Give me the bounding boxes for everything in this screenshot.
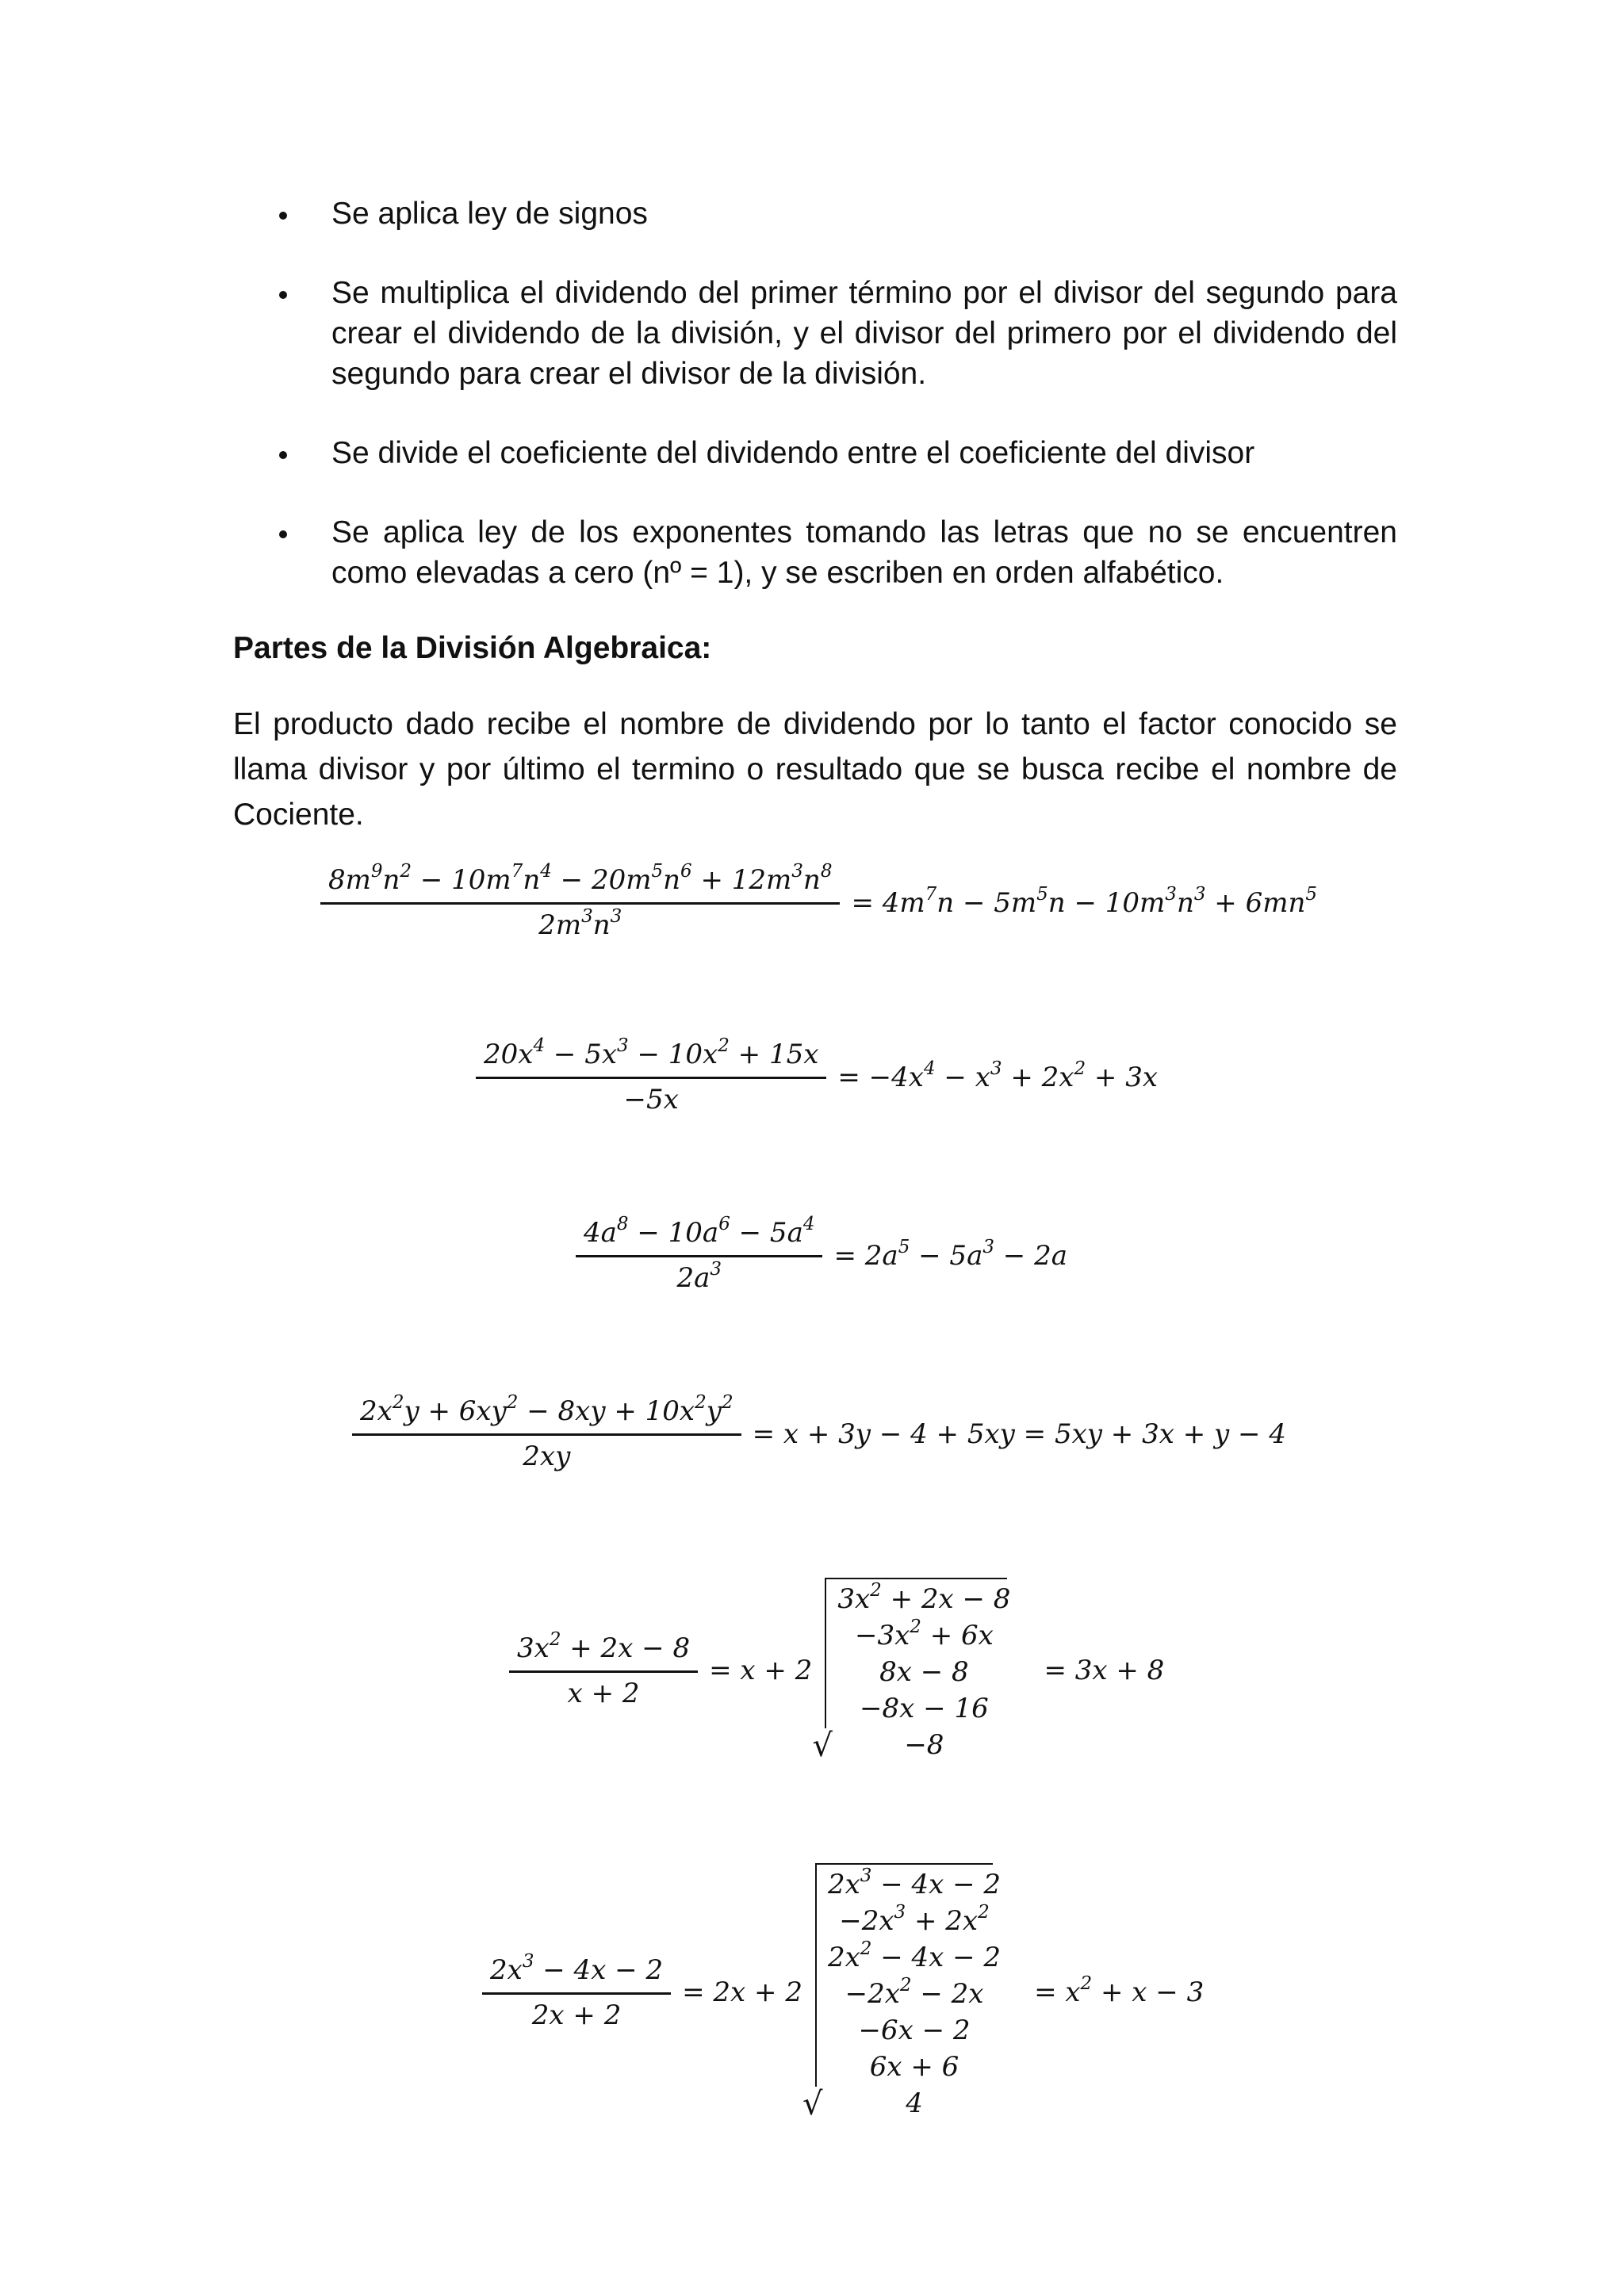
exponent: 5 — [898, 1236, 910, 1257]
divisor-equals: = x + 2 — [709, 1655, 813, 1686]
exponent: 4 — [923, 1058, 936, 1079]
numerator: $2x^2y + 6xy^2 - 8xy + 10x^2y^2$ — [360, 1392, 733, 1427]
long-division-box — [812, 1578, 1017, 1764]
division-step: −8 — [904, 1729, 944, 1761]
denominator: 2x + 2 — [531, 1999, 622, 2031]
exponent: 2 — [718, 1035, 730, 1056]
fraction — [576, 1214, 822, 1294]
division-step: −8x − 16 — [860, 1693, 989, 1724]
exponent: 9 — [370, 861, 383, 882]
exponent: 4 — [802, 1214, 815, 1234]
exponent: 2 — [1074, 1058, 1086, 1079]
list-item — [279, 273, 1397, 394]
exponent: 4 — [533, 1035, 546, 1056]
exponent: 2 — [978, 1902, 990, 1923]
exponent: 3 — [982, 1236, 994, 1257]
long-division-2 — [482, 1863, 1204, 2122]
numerator: $3x^2 + 2x - 8$ — [517, 1628, 691, 1664]
exponent: 5 — [1305, 883, 1317, 905]
division-step: $3x^2 + 2x - 8$ — [837, 1580, 1011, 1615]
numerator: $4a^8 - 10a^6 - 5a^4$ — [584, 1214, 815, 1249]
exponent: 7 — [925, 883, 937, 905]
denominator: 2xy — [523, 1441, 571, 1472]
exponent: 2 — [392, 1392, 404, 1413]
exponent: 3 — [894, 1902, 906, 1923]
equation-2 — [476, 1035, 1159, 1115]
exponent: 2 — [400, 861, 412, 882]
bullet-text: Se divide el coeficiente del dividendo entre el coeficiente del divisor — [331, 436, 1255, 470]
exponent: 3 — [522, 1950, 534, 1972]
division-step: $-2x^3 + 2x^2$ — [839, 1902, 990, 1937]
exponent: 2 — [910, 1617, 921, 1637]
fraction — [509, 1628, 698, 1709]
bullet-text: Se aplica ley de signos — [331, 197, 648, 231]
exponent: 6 — [680, 861, 692, 882]
exponent: 6 — [718, 1214, 730, 1234]
division-steps — [815, 1863, 1007, 2122]
result: = $-4x^4 - x^3 + 2x^2 + 3x$ — [837, 1058, 1159, 1093]
result: = $x^2 + x - 3$ — [1034, 1973, 1205, 2008]
list-item — [279, 433, 1397, 473]
division-step: 4 — [906, 2087, 923, 2119]
division-vertical-line — [815, 1863, 817, 2087]
long-division-box — [802, 1863, 1007, 2122]
exponent: 2 — [506, 1392, 519, 1413]
radical-icon: √ — [812, 1728, 833, 1764]
exponent: 4 — [540, 861, 552, 882]
list-item — [279, 512, 1397, 593]
exponent: 3 — [710, 1259, 722, 1280]
fraction — [476, 1035, 826, 1115]
result: = $2a^5 - 5a^3 - 2a$ — [833, 1236, 1067, 1272]
list-item — [279, 193, 1397, 234]
long-division-1 — [509, 1578, 1164, 1763]
exponent: 2 — [860, 1938, 872, 1959]
numerator: $20x^4 - 5x^3 - 10x^2 + 15x$ — [484, 1035, 819, 1070]
division-top-line — [815, 1863, 993, 1865]
division-step: 6x + 6 — [869, 2051, 959, 2083]
body-paragraph: El producto dado recibe el nombre de dividendo por lo tanto el factor conocido se llama divisor y por último el termino o resultado que se busca recibe el nombre de Cociente. — [233, 707, 1397, 832]
section-heading: Partes de la División Algebraica: — [233, 631, 712, 665]
equation-3 — [576, 1214, 1067, 1294]
division-vertical-line — [825, 1578, 826, 1728]
numerator: $2x^3 - 4x - 2$ — [490, 1950, 664, 1986]
exponent: 5 — [651, 861, 664, 882]
equation-1 — [320, 861, 1317, 941]
division-step: $-2x^2 - 2x$ — [845, 1975, 984, 2010]
bullet-dot-icon — [279, 291, 287, 299]
exponent: 3 — [860, 1866, 872, 1886]
bullet-text: Se aplica ley de los exponentes tomando las letras que no se encuentren como elevadas a cero (nº = 1), y se escriben en orden alfabético. — [331, 515, 1397, 590]
exponent: 8 — [820, 861, 833, 882]
denominator: $2m^3n^3$ — [538, 906, 622, 941]
denominator: x + 2 — [567, 1677, 640, 1709]
bullet-dot-icon — [279, 530, 287, 538]
exponent: 2 — [721, 1392, 733, 1413]
exponent: 3 — [610, 906, 622, 927]
exponent: 3 — [581, 906, 593, 927]
division-step: $2x^2 - 4x - 2$ — [827, 1938, 1002, 1973]
result: = x + 3y − 4 + 5xy = 5xy + 3x + y − 4 — [752, 1418, 1286, 1450]
exponent: 2 — [549, 1628, 561, 1650]
division-step: 8x − 8 — [879, 1656, 969, 1688]
exponent: 3 — [990, 1058, 1002, 1079]
bullet-text: Se multiplica el dividendo del primer término por el divisor del segundo para crear el dividendo de la división, y el divisor del primero por el dividendo del segundo para crear el divisor de la división. — [331, 276, 1397, 391]
exponent: 2 — [899, 1975, 912, 1996]
bullet-dot-icon — [279, 451, 287, 459]
result: = $4m^7n - 5m^5n - 10m^3n^3 + 6mn^5$ — [851, 883, 1317, 919]
exponent: 7 — [511, 861, 523, 882]
denominator: $2a^3$ — [676, 1259, 722, 1294]
divisor-equals: = 2x + 2 — [682, 1976, 802, 2008]
exponent: 2 — [1080, 1973, 1093, 1994]
division-top-line — [825, 1578, 1007, 1579]
fraction — [352, 1392, 741, 1472]
exponent: 3 — [617, 1035, 629, 1056]
denominator: −5x — [623, 1084, 679, 1115]
fraction — [320, 861, 840, 941]
bullet-dot-icon — [279, 212, 287, 220]
rules-list — [279, 193, 1397, 632]
numerator: $8m^9n^2 - 10m^7n^4 - 20m^5n^6 + 12m^3n^8$ — [328, 861, 833, 896]
division-step: $-3x^2 + 6x$ — [854, 1617, 994, 1651]
result: = 3x + 8 — [1044, 1655, 1165, 1686]
division-step: $2x^3 - 4x - 2$ — [827, 1866, 1002, 1900]
exponent: 3 — [791, 861, 803, 882]
exponent: 8 — [616, 1214, 629, 1234]
exponent: 5 — [1036, 883, 1048, 905]
division-steps — [825, 1578, 1017, 1763]
exponent: 3 — [1165, 883, 1177, 905]
exponent: 2 — [870, 1580, 882, 1601]
fraction — [482, 1950, 671, 2031]
equation-4 — [352, 1392, 1286, 1472]
exponent: 3 — [1193, 883, 1206, 905]
exponent: 2 — [695, 1392, 707, 1413]
radical-icon: √ — [802, 2086, 823, 2122]
division-step: −6x − 2 — [858, 2015, 971, 2046]
